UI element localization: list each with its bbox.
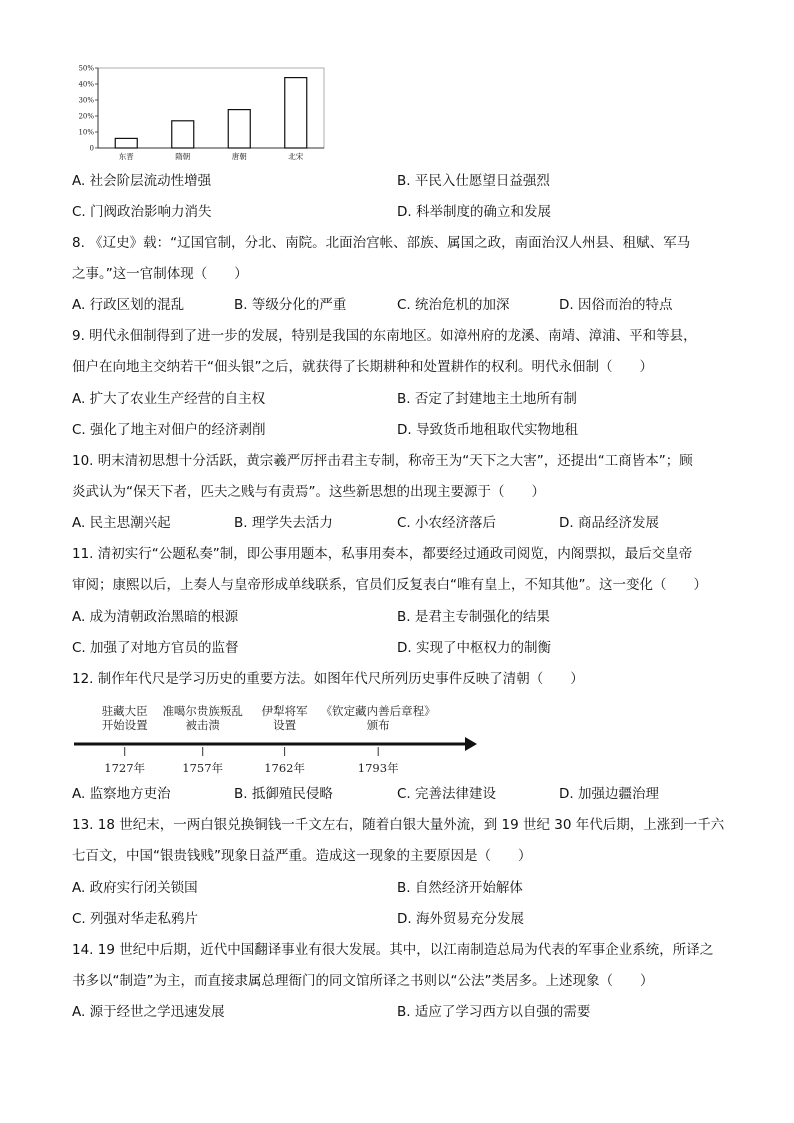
- q10-option-d[interactable]: D. 商品经济发展: [559, 515, 659, 531]
- timeline-chart: [72, 702, 492, 778]
- bar: [285, 78, 307, 148]
- q14-stem-line-1: 14. 19 世纪中后期，近代中国翻译事业有很大发展。其中，以江南制造总局为代表的军事企业系统，所译之: [72, 942, 714, 958]
- q11-option-d[interactable]: D. 实现了中枢权力的制衡: [397, 640, 551, 656]
- timeline-year: 1727年: [104, 761, 146, 775]
- x-tick-label: 东晋: [118, 152, 134, 161]
- q9-option-c[interactable]: C. 强化了地主对佃户的经济剥削: [72, 422, 266, 438]
- q7-option-d[interactable]: D. 科举制度的确立和发展: [397, 204, 551, 220]
- bar: [172, 121, 194, 148]
- q7-option-c[interactable]: C. 门阀政治影响力消失: [72, 204, 212, 220]
- q13-option-a[interactable]: A. 政府实行闭关锁国: [72, 880, 198, 896]
- q9-stem-line-2: 佃户在向地主交纳若干“佃头银”之后，就获得了长期耕种和处置耕作的权利。明代永佃制（ ）: [72, 359, 653, 375]
- q9-stem-line-1: 9. 明代永佃制得到了进一步的发展，特别是我国的东南地区。如漳州府的龙溪、南靖、漳浦、平和等县，: [72, 328, 697, 344]
- q8-option-c[interactable]: C. 统治危机的加深: [397, 297, 510, 313]
- q12-option-b[interactable]: B. 抵御殖民侵略: [234, 786, 333, 802]
- q12-option-a[interactable]: A. 监察地方吏治: [72, 786, 171, 802]
- timeline-event-label: 设置: [273, 718, 297, 732]
- y-tick-label: 40%: [78, 80, 94, 89]
- timeline-event-label: 被击溃: [185, 718, 220, 732]
- q9-option-d[interactable]: D. 导致货币地租取代实物地租: [397, 422, 578, 438]
- bar-chart: [70, 62, 330, 166]
- q13-stem-line-1: 13. 18 世纪末，一两白银兑换铜钱一千文左右，随着白银大量外流，到 19 世纪 30 年代后期，上涨到一千六: [72, 817, 725, 833]
- q11-option-a[interactable]: A. 成为清朝政治黑暗的根源: [72, 609, 239, 625]
- q8-stem-line-1: 8. 《辽史》载：“辽国官制，分北、南院。北面治宫帐、部族、属国之政，南面治汉人州县、租赋、军马: [72, 235, 691, 251]
- q9-option-a[interactable]: A. 扩大了农业生产经营的自主权: [72, 391, 266, 407]
- q8-option-d[interactable]: D. 因俗而治的特点: [559, 297, 673, 313]
- q12-option-d[interactable]: D. 加强边疆治理: [559, 786, 659, 802]
- q12-stem-line-1: 12. 制作年代尺是学习历史的重要方法。如图年代尺所列历史事件反映了清朝（ ）: [72, 671, 584, 687]
- q14-option-a[interactable]: A. 源于经世之学迅速发展: [72, 1004, 225, 1020]
- bar: [228, 110, 250, 148]
- y-tick-label: 10%: [78, 128, 94, 137]
- timeline-arrow: [465, 737, 477, 751]
- q9-option-b[interactable]: B. 否定了封建地主土地所有制: [397, 391, 577, 407]
- timeline-event-label: 驻藏大臣: [101, 704, 148, 718]
- y-tick-label: 20%: [78, 112, 94, 121]
- x-tick-label: 唐朝: [231, 152, 247, 161]
- q14-stem-line-2: 书多以“制造”为主，而直接隶属总理衙门的同文馆所译之书则以“公法”类居多。上述现象（ ）: [72, 973, 654, 989]
- q11-stem-line-2: 审阅；康熙以后，上奏人与皇帝形成单线联系，官员们反复表白“唯有皇上，不知其他”。这一变化（ ）: [72, 577, 707, 593]
- q10-option-a[interactable]: A. 民主思潮兴起: [72, 515, 171, 531]
- y-tick-label: 0: [89, 144, 94, 153]
- x-tick-label: 隋朝: [175, 152, 191, 161]
- timeline-year: 1793年: [357, 761, 399, 775]
- bar: [115, 138, 137, 148]
- q7-option-a[interactable]: A. 社会阶层流动性增强: [72, 173, 212, 189]
- q7-option-b[interactable]: B. 平民入仕愿望日益强烈: [397, 173, 550, 189]
- q10-stem-line-1: 10. 明末清初思想十分活跃，黄宗羲严厉抨击君主专制，称帝王为“天下之大害”，还提出“工商皆本”；顾: [72, 453, 693, 469]
- x-tick-label: 北宋: [288, 152, 304, 161]
- q11-option-b[interactable]: B. 是君主专制强化的结果: [397, 609, 550, 625]
- timeline-event-label: 伊犁将军: [261, 704, 308, 718]
- q11-option-c[interactable]: C. 加强了对地方官员的监督: [72, 640, 239, 656]
- y-tick-label: 30%: [78, 96, 94, 105]
- q11-stem-line-1: 11. 清初实行“公题私奏”制，即公事用题本，私事用奏本，都要经过通政司阅览，内阁票拟，最后交皇帝: [72, 546, 693, 562]
- q13-option-d[interactable]: D. 海外贸易充分发展: [397, 911, 524, 927]
- q13-option-c[interactable]: C. 列强对华走私鸦片: [72, 911, 199, 927]
- timeline-year: 1762年: [264, 761, 305, 775]
- timeline-event-label: 开始设置: [101, 718, 148, 732]
- q8-stem-line-2: 之事。”这一官制体现（ ）: [72, 266, 248, 282]
- timeline-event-label: 准噶尔贵族叛乱: [162, 704, 243, 718]
- q13-stem-line-2: 七百文，中国“银贵钱贱”现象日益严重。造成这一现象的主要原因是（ ）: [72, 848, 532, 864]
- timeline-event-label: 《钦定藏内善后章程》: [320, 704, 436, 718]
- q10-option-b[interactable]: B. 理学失去活力: [234, 515, 333, 531]
- q14-option-b[interactable]: B. 适应了学习西方以自强的需要: [397, 1004, 591, 1020]
- q8-option-a[interactable]: A. 行政区划的混乱: [72, 297, 185, 313]
- q13-option-b[interactable]: B. 自然经济开始解体: [397, 880, 523, 896]
- y-tick-label: 50%: [78, 64, 94, 73]
- q10-option-c[interactable]: C. 小农经济落后: [397, 515, 497, 531]
- timeline-event-label: 颁布: [366, 718, 390, 732]
- q12-option-c[interactable]: C. 完善法律建设: [397, 786, 497, 802]
- q10-stem-line-2: 炎武认为“保天下者，匹夫之贱与有责焉”。这些新思想的出现主要源于（ ）: [72, 484, 545, 500]
- q8-option-b[interactable]: B. 等级分化的严重: [234, 297, 347, 313]
- timeline-year: 1757年: [182, 761, 224, 775]
